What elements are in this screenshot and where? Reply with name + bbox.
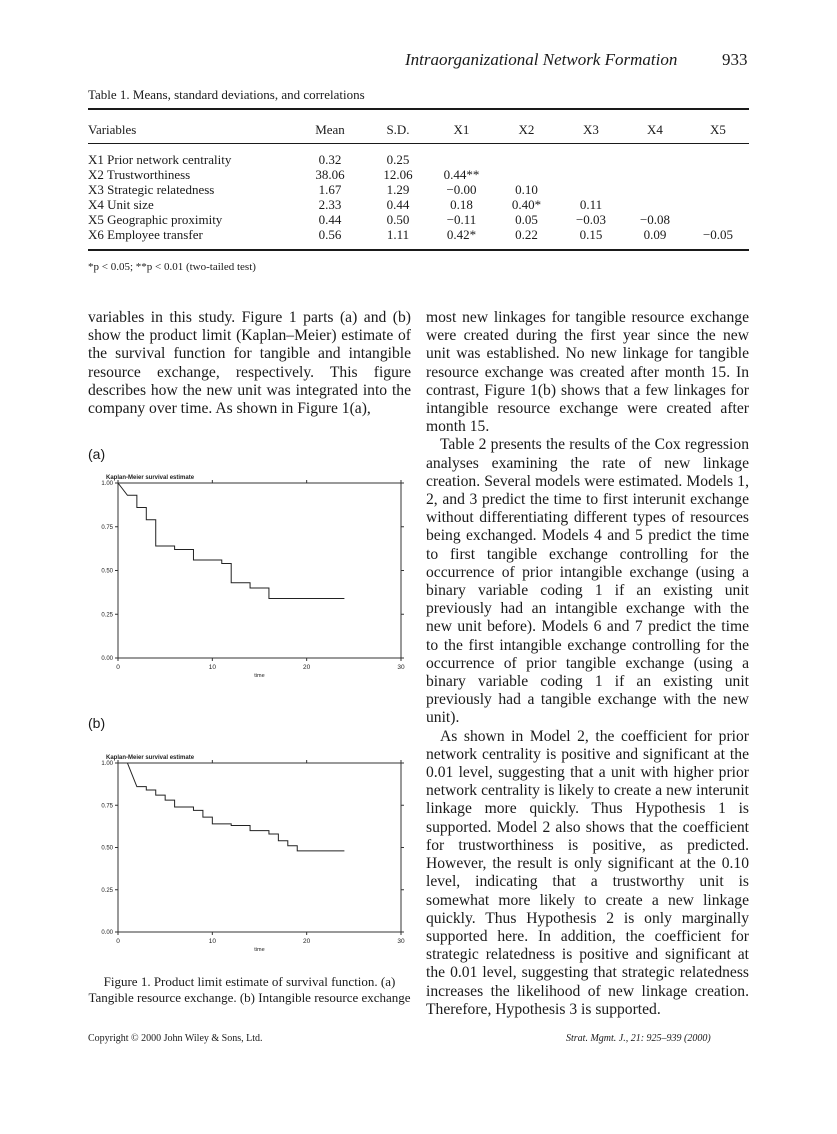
table-cell xyxy=(687,167,749,182)
panel-label-a: (a) xyxy=(88,446,106,462)
x-tick-label: 0 xyxy=(116,664,120,671)
table-cell: 0.25 xyxy=(386,152,410,167)
y-tick-label: 0.25 xyxy=(101,612,113,619)
table-cell xyxy=(687,197,749,212)
col-header: X3 xyxy=(583,121,599,137)
table-cell xyxy=(687,182,749,197)
variable-label: X6 Employee transfer xyxy=(88,227,203,242)
running-title: Intraorganizational Network Formation xyxy=(405,50,678,69)
paragraph: variables in this study. Figure 1 parts (a) and (b) show the product limit (Kaplan–Meier) estimate of the survival function for tangible and intangible resource exchange, respectively. This figure describes how the new unit was integrated into the company over time. As shown in Figure 1(a), xyxy=(88,309,411,418)
table-row xyxy=(88,227,749,242)
table-cell: 0.10 xyxy=(515,182,538,197)
table-cell: 0.22 xyxy=(515,227,538,242)
y-tick-label: 0.75 xyxy=(101,803,113,810)
left-column xyxy=(88,309,411,418)
table-cell: 0.32 xyxy=(318,152,342,167)
col-header: Variables xyxy=(88,121,137,137)
table-header-row xyxy=(88,118,749,140)
paragraph: most new linkages for tangible resource exchange were created during the first year since the new unit was established. No new linkage for tangible resource exchange was created after month 15. In contrast, Figure 1(b) shows that a few linkages for intangible resource exchange were created after month 15. xyxy=(426,309,749,436)
page-number: 933 xyxy=(722,50,748,69)
copyright-notice: Copyright © 2000 John Wiley & Sons, Ltd. xyxy=(88,1033,263,1044)
table-cell: 0.56 xyxy=(318,227,342,242)
survival-chart-b xyxy=(88,745,411,967)
table-cell xyxy=(559,182,623,197)
table-cell: 0.11 xyxy=(579,197,603,212)
table-cell: 0.05 xyxy=(515,212,538,227)
col-header: X1 xyxy=(453,121,470,137)
table-row xyxy=(88,197,749,212)
paragraph: As shown in Model 2, the coefficient for prior network centrality is positive and significant at the 0.01 level, suggesting that a unit with higher prior network centrality is likely to create a new interunit linkage more quickly. Thus Hypothesis 1 is supported. Model 2 also shows that the coefficient for trustworthiness is positive, as predicted. However, the result is only significant at the 0.10 level, indicating that a trustworthy unit is somewhat more likely to create a new linkage quickly. Thus Hypothesis 2 is only marginally supported here. In addition, the coefficient for strategic relatedness is positive and significant at the 0.01 level, suggesting that strategic relatedness increases the likelihood of new linkage creation. Therefore, Hypothesis 3 is supported. xyxy=(426,727,749,1018)
variable-label: X2 Trustworthiness xyxy=(88,167,191,182)
table-row xyxy=(88,140,749,167)
variable-label: X3 Strategic relatedness xyxy=(88,182,215,197)
y-tick-label: 0.75 xyxy=(101,524,113,531)
x-tick-label: 0 xyxy=(116,938,120,945)
table-cell xyxy=(494,167,559,182)
panel-label-b: (b) xyxy=(88,715,106,731)
plot-frame xyxy=(118,483,401,658)
variable-label: X1 Prior network centrality xyxy=(88,152,232,167)
table-cell: 1.29 xyxy=(386,182,410,197)
table-cell: 0.44 xyxy=(318,212,342,227)
table-cell: 1.67 xyxy=(318,182,342,197)
survival-step-line xyxy=(127,763,344,851)
table-cell xyxy=(623,140,687,167)
y-tick-label: 0.50 xyxy=(101,845,113,852)
table-cell: 0.50 xyxy=(386,212,410,227)
table-cell xyxy=(559,140,623,167)
table-note: *p < 0.05; **p < 0.01 (two-tailed test) xyxy=(88,261,256,273)
journal-citation: Strat. Mgmt. J., 21: 925–939 (2000) xyxy=(566,1033,711,1044)
chart-title: Kaplan-Meier survival estimate xyxy=(106,475,195,481)
x-tick-label: 30 xyxy=(397,938,405,945)
y-tick-label: 1.00 xyxy=(101,761,113,767)
table-title: Table 1. Means, standard deviations, and correlations xyxy=(88,87,365,102)
y-tick-label: 0.00 xyxy=(101,656,113,662)
x-tick-label: 20 xyxy=(303,664,311,671)
table-cell: 0.44 xyxy=(386,197,410,212)
x-tick-label: 10 xyxy=(208,938,216,945)
y-tick-label: 0.50 xyxy=(101,568,113,575)
table-cell xyxy=(559,167,623,182)
table-cell: 0.42* xyxy=(446,227,477,242)
survival-chart-a xyxy=(88,465,411,693)
plot-frame xyxy=(118,763,401,932)
table-cell xyxy=(623,197,687,212)
table-cell: 1.11 xyxy=(386,227,410,242)
table-cell xyxy=(494,140,559,167)
table-cell: 0.15 xyxy=(579,227,603,242)
y-tick-label: 1.00 xyxy=(101,481,113,487)
col-header: X4 xyxy=(647,121,663,137)
table-cell: −0.08 xyxy=(639,212,671,227)
table-cell: 2.33 xyxy=(318,197,342,212)
col-header: X2 xyxy=(518,121,535,137)
table-cell: 0.44** xyxy=(443,167,480,182)
x-tick-label: 20 xyxy=(303,938,311,945)
variable-label: X5 Geographic proximity xyxy=(88,212,223,227)
figure-caption: Figure 1. Product limit estimate of survival function. (a) Tangible resource exchange. (b) Intangible resource exchange xyxy=(88,974,411,1005)
table-cell: 0.40* xyxy=(511,197,542,212)
y-tick-label: 0.00 xyxy=(101,930,113,936)
col-header: S.D. xyxy=(386,121,410,137)
y-tick-label: 0.25 xyxy=(101,887,113,894)
x-axis-label: time xyxy=(254,947,265,953)
table-cell: 0.18 xyxy=(450,197,473,212)
table-cell: −0.05 xyxy=(702,227,734,242)
table-cell: −0.03 xyxy=(575,212,607,227)
table-cell xyxy=(687,212,749,227)
table-cell: 0.09 xyxy=(643,227,667,242)
table-cell xyxy=(687,140,749,167)
table-cell xyxy=(623,167,687,182)
chart-title: Kaplan-Meier survival estimate xyxy=(106,755,195,761)
col-header: Mean xyxy=(315,121,345,137)
x-tick-label: 10 xyxy=(208,664,216,671)
table-row xyxy=(88,182,749,197)
table-bottom-rule xyxy=(88,249,749,251)
table-cell: −0.11 xyxy=(446,212,477,227)
survival-step-line xyxy=(118,483,344,599)
col-header: X5 xyxy=(710,121,726,137)
table-cell xyxy=(429,140,494,167)
table-row xyxy=(88,167,749,182)
table-cell: 38.06 xyxy=(315,167,345,182)
paragraph: Table 2 presents the results of the Cox regression analyses examining the rate of new linkage creation. Several models were estimated. Models 1, 2, and 3 predict the time to first interunit exchange without differentiating different types of resources being exchanged. Models 4 and 5 predict the time to first tangible exchange controlling for the occurrence of prior intangible exchange (using a binary variable coding 1 if an existing unit previously had an intangible exchange with the new unit before). Models 6 and 7 predict the time to the first intangible exchange controlling for the occurrence of prior tangible exchange (using a binary variable coding 1 if an existing unit previously had a tangible exchange with the new unit). xyxy=(426,436,749,727)
table-cell: 12.06 xyxy=(383,167,413,182)
variable-label: X4 Unit size xyxy=(88,197,154,212)
table-header-rule xyxy=(88,143,749,144)
table-row xyxy=(88,212,749,227)
table-cell: −0.00 xyxy=(446,182,477,197)
right-column xyxy=(426,309,749,1019)
table-cell xyxy=(623,182,687,197)
x-axis-label: time xyxy=(254,673,265,679)
x-tick-label: 30 xyxy=(397,664,405,671)
correlation-table xyxy=(88,118,749,242)
table-top-rule xyxy=(88,108,749,110)
